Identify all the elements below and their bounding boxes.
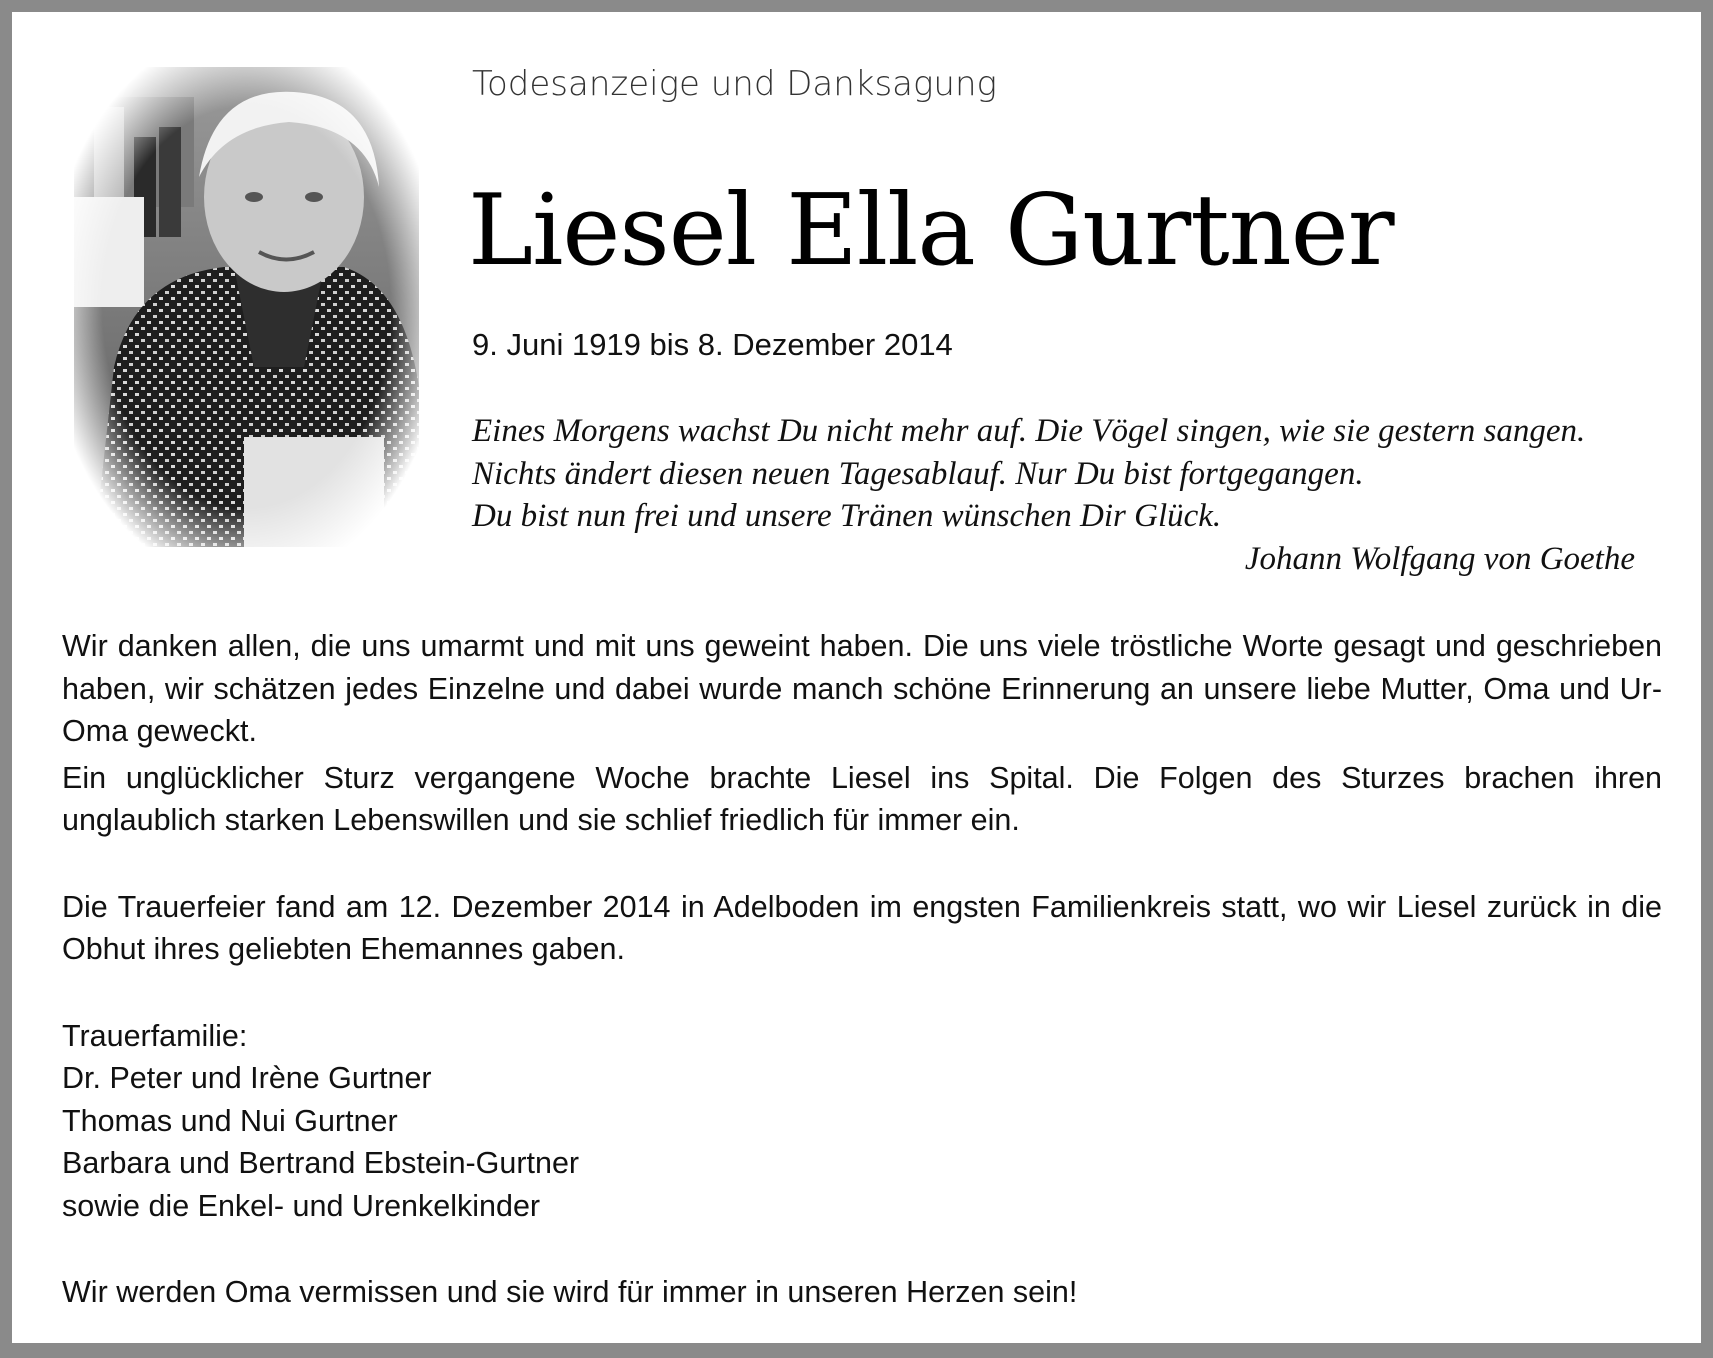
- deceased-name: Liesel Ella Gurtner: [468, 174, 1394, 288]
- passing-paragraph: Ein unglücklicher Sturz vergangene Woche brachte Liesel ins Spital. Die Folgen des Sturzes brachen ihren unglaublich starken Lebenswillen und sie schlief friedlich für immer ein.: [62, 760, 1662, 837]
- family-heading: Trauerfamilie:: [62, 1018, 248, 1053]
- closing-line: Wir werden Oma vermissen und sie wird für immer in unseren Herzen sein!: [62, 1275, 1078, 1309]
- poem-line: Du bist nun frei und unsere Tränen wünschen Dir Glück.: [472, 498, 1222, 534]
- family-member: Thomas und Nui Gurtner: [62, 1103, 398, 1138]
- poem-author: Johann Wolfgang von Goethe: [1244, 540, 1635, 577]
- notice-kicker: Todesanzeige und Danksagung: [472, 64, 997, 104]
- family-member: Barbara und Bertrand Ebstein-Gurtner: [62, 1146, 580, 1180]
- poem-quote: [472, 410, 1637, 580]
- poem-line: Eines Morgens wachst Du nicht mehr auf. Die Vögel singen, wie sie gestern sangen.: [472, 413, 1586, 449]
- obituary-notice: [12, 12, 1701, 1343]
- family-member: sowie die Enkel- und Urenkelkinder: [62, 1188, 541, 1223]
- notice-body: [62, 625, 1662, 1314]
- funeral-paragraph: Die Trauerfeier fand am 12. Dezember 2014 in Adelboden im engsten Familienkreis statt, wo wir Liesel zurück in die Obhut ihres geliebten Ehemannes gaben.: [62, 889, 1662, 966]
- portrait-photo: [74, 67, 419, 547]
- poem-line: Nichts ändert diesen neuen Tagesablauf. Nur Du bist fortgegangen.: [472, 455, 1364, 492]
- thanks-paragraph: Wir danken allen, die uns umarmt und mit uns geweint haben. Die uns viele tröstliche Worte gesagt und geschrieben haben, wir schätzen jedes Einzelne und dabei wurde manch schöne Erinnerung an unsere liebe Mutter, Oma und Ur-Oma geweckt.: [62, 629, 1662, 748]
- life-dates: 9. Juni 1919 bis 8. Dezember 2014: [472, 327, 953, 362]
- family-list: [62, 1015, 1662, 1228]
- family-member: Dr. Peter und Irène Gurtner: [62, 1061, 432, 1095]
